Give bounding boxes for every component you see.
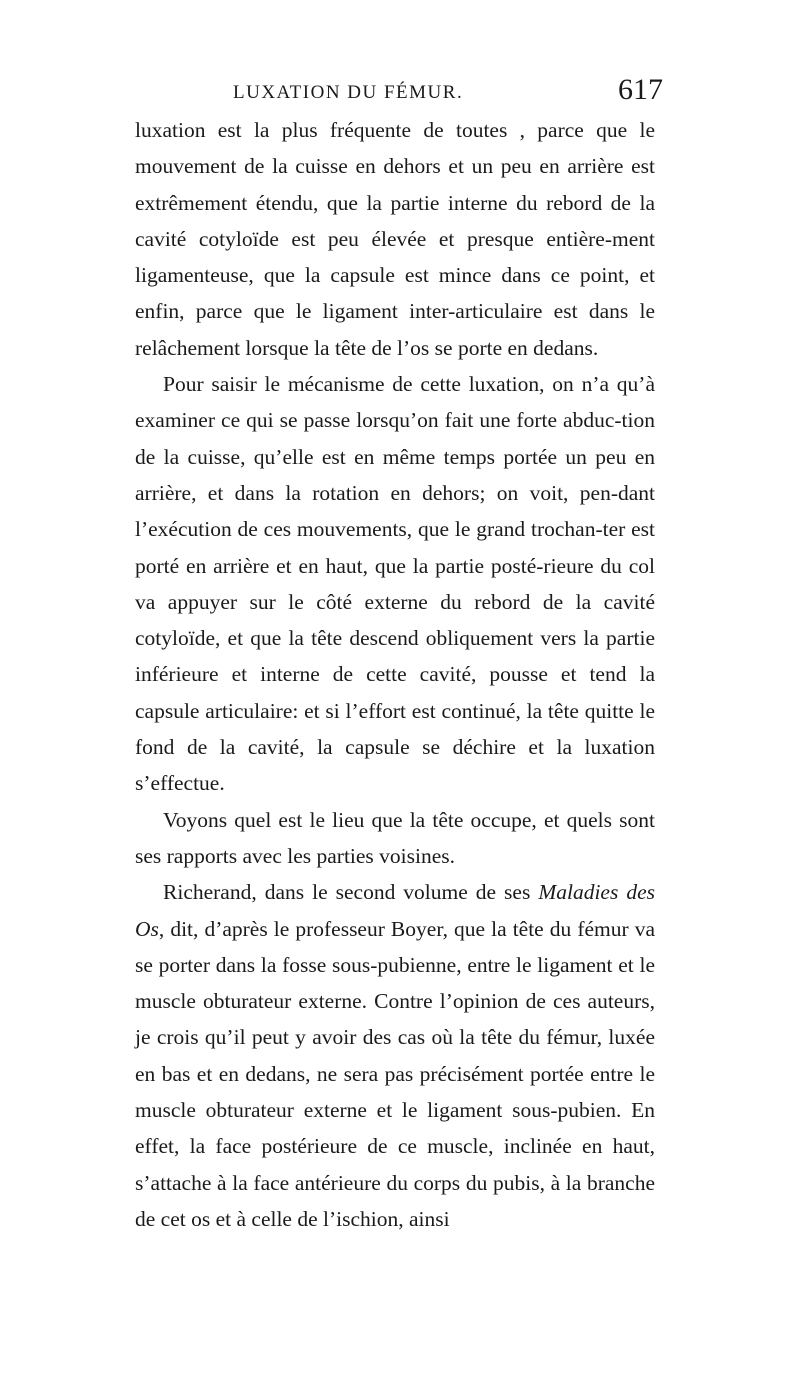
running-head (135, 73, 663, 110)
paragraph-4 (135, 874, 655, 1237)
paragraph-3: Voyons quel est le lieu que la tête occupe, et quels sont ses rapports avec les parties voisines. (135, 807, 655, 868)
body-text (135, 112, 655, 1237)
page-number: 617 (618, 73, 663, 106)
paragraph-4-lead: Richerand, dans le second volume de ses (163, 880, 539, 905)
paragraph-4-rest: , dit, d’après le professeur Boyer, que la tête du fémur va se porter dans la fosse sous-pubienne, entre le ligament et le muscle obturateur externe. Contre l’opinion de ces auteurs, je crois qu’il peut y avoir des cas où la tête du fémur, luxée en bas et en dedans, ne sera pas précisément portée entre le muscle obturateur externe et le ligament sous-pubien. En effet, la face postérieure de ce muscle, inclinée en haut, s’attache à la face antérieure du corps du pubis, à la branche de cet os et à celle de l’ischion, ainsi (135, 916, 655, 1231)
paragraph-1: luxation est la plus fréquente de toutes , parce que le mouvement de la cuisse en dehors et un peu en arrière est extrêmement étendu, que la partie interne du rebord de la cavité cotyloïde est peu élevée et presque entière-ment ligamenteuse, que la capsule est mince dans ce point, et enfin, parce que le ligament inter-articulaire est dans le relâchement lorsque la tête de l’os se porte en dedans. (135, 118, 655, 360)
book-title-italic: Maladies des Os (135, 880, 655, 941)
paragraph-2: Pour saisir le mécanisme de cette luxation, on n’a qu’à examiner ce qui se passe lorsqu’on fait une forte abduc-tion de la cuisse, qu’elle est en même temps portée un peu en arrière, et dans la rotation en dehors; on voit, pen-dant l’exécution de ces mouvements, que le grand trochan-ter est porté en arrière et en haut, que la partie posté-rieure du col va appuyer sur le côté externe du rebord de la cavité cotyloïde, et que la tête descend obliquement vers la partie inférieure et interne de cette cavité, pousse et tend la capsule articulaire: et si l’effort est continué, la tête quitte le fond de la cavité, la capsule se déchire et la luxation s’effectue. (135, 372, 655, 796)
running-title: LUXATION DU FÉMUR. (233, 82, 464, 103)
